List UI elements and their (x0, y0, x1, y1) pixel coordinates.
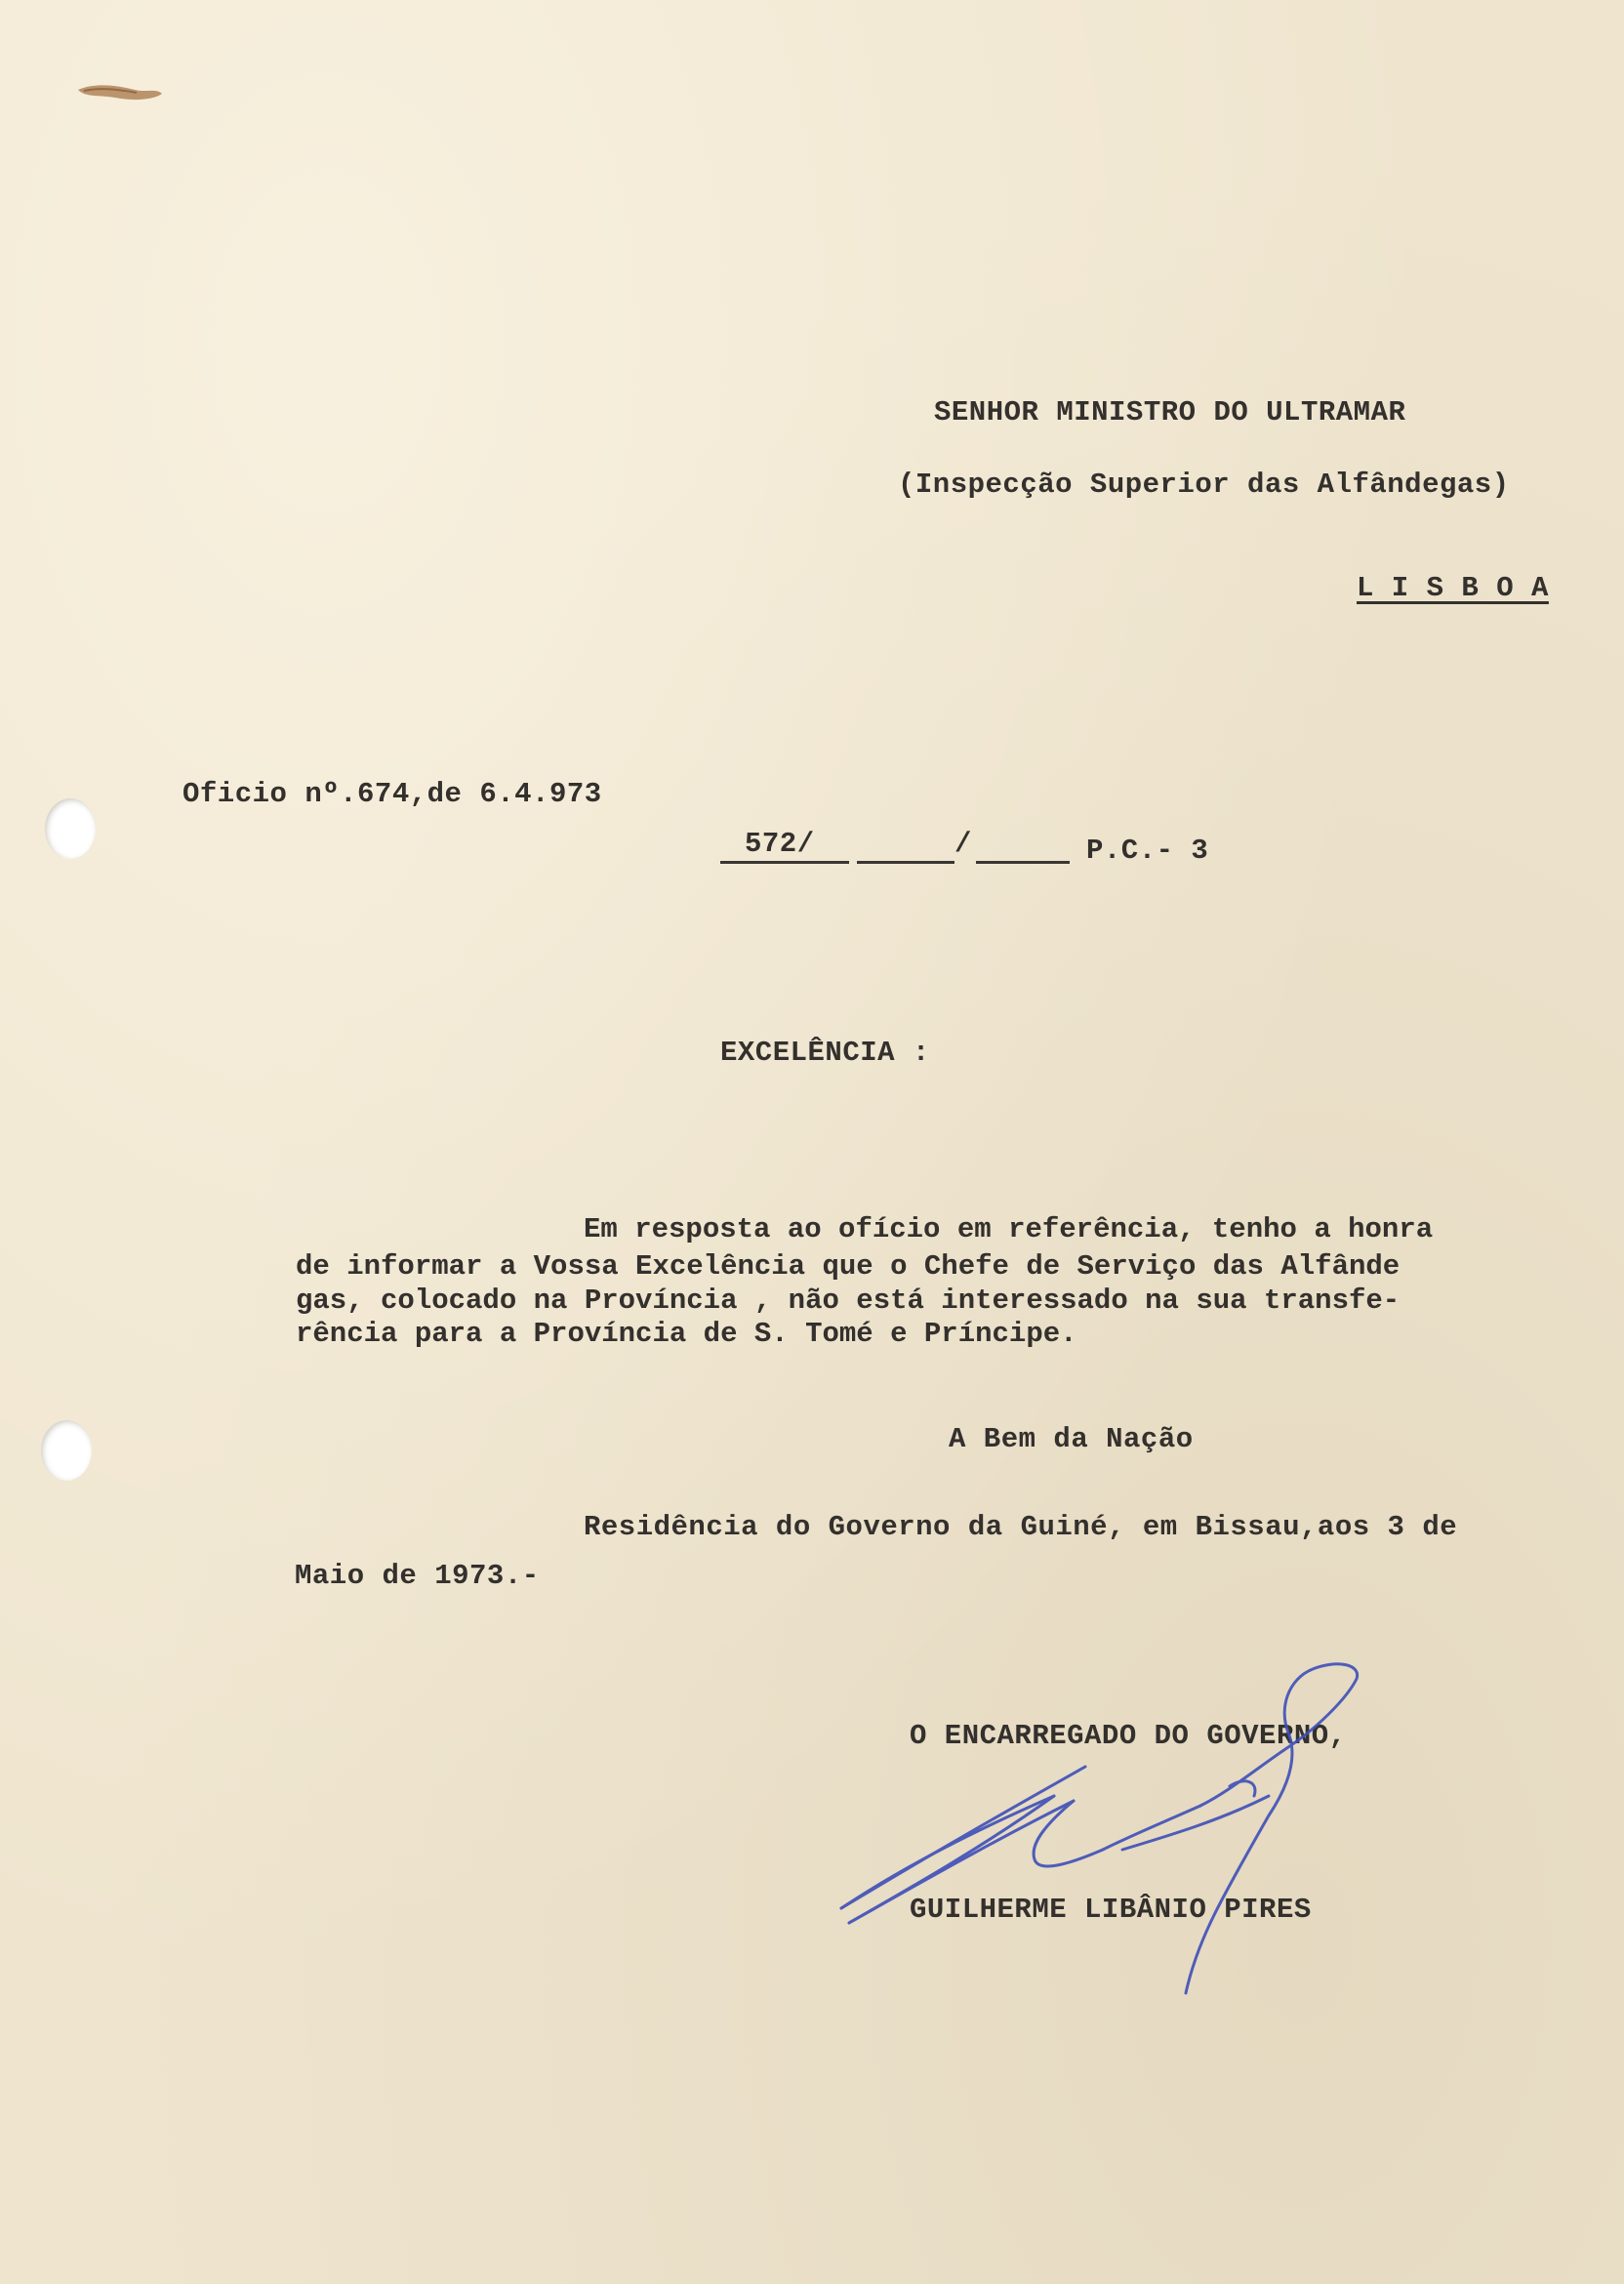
handwritten-signature (830, 1640, 1454, 2011)
body-line-1: Em resposta ao ofício em referência, tenho a honra (584, 1213, 1434, 1245)
rust-stain-icon (76, 80, 164, 105)
body-line-2: de informar a Vossa Excelência que o Chefe de Serviço das Alfânde (296, 1250, 1401, 1283)
salutation: EXCELÊNCIA : (720, 1037, 930, 1069)
oficio-reference: Oficio nº.674,de 6.4.973 (183, 778, 602, 810)
reference-number: 572/ (745, 828, 815, 860)
signature-name: GUILHERME LIBÂNIO PIRES (910, 1894, 1312, 1926)
reference-line-1 (720, 861, 849, 864)
punch-hole-top (45, 798, 96, 859)
punch-hole-bottom (41, 1420, 92, 1481)
reference-separator: / (954, 828, 972, 860)
body-line-4: rência para a Província de S. Tomé e Príncipe. (296, 1318, 1077, 1350)
closing: A Bem da Nação (949, 1423, 1194, 1455)
place-date-line-1: Residência do Governo da Guiné, em Bissau,aos 3 de (584, 1511, 1458, 1543)
place-date-line-2: Maio de 1973.- (295, 1560, 540, 1592)
addressee-line-1: SENHOR MINISTRO DO ULTRAMAR (934, 396, 1406, 428)
reference-pc: P.C.- 3 (1086, 835, 1209, 867)
reference-line-2 (857, 861, 954, 864)
body-line-3: gas, colocado na Província , não está interessado na sua transfe- (296, 1285, 1401, 1317)
addressee-city: L I S B O A (1357, 572, 1549, 604)
addressee-line-2: (Inspecção Superior das Alfândegas) (898, 469, 1510, 501)
signature-title: O ENCARREGADO DO GOVERNO, (910, 1720, 1347, 1752)
reference-line-3 (976, 861, 1070, 864)
